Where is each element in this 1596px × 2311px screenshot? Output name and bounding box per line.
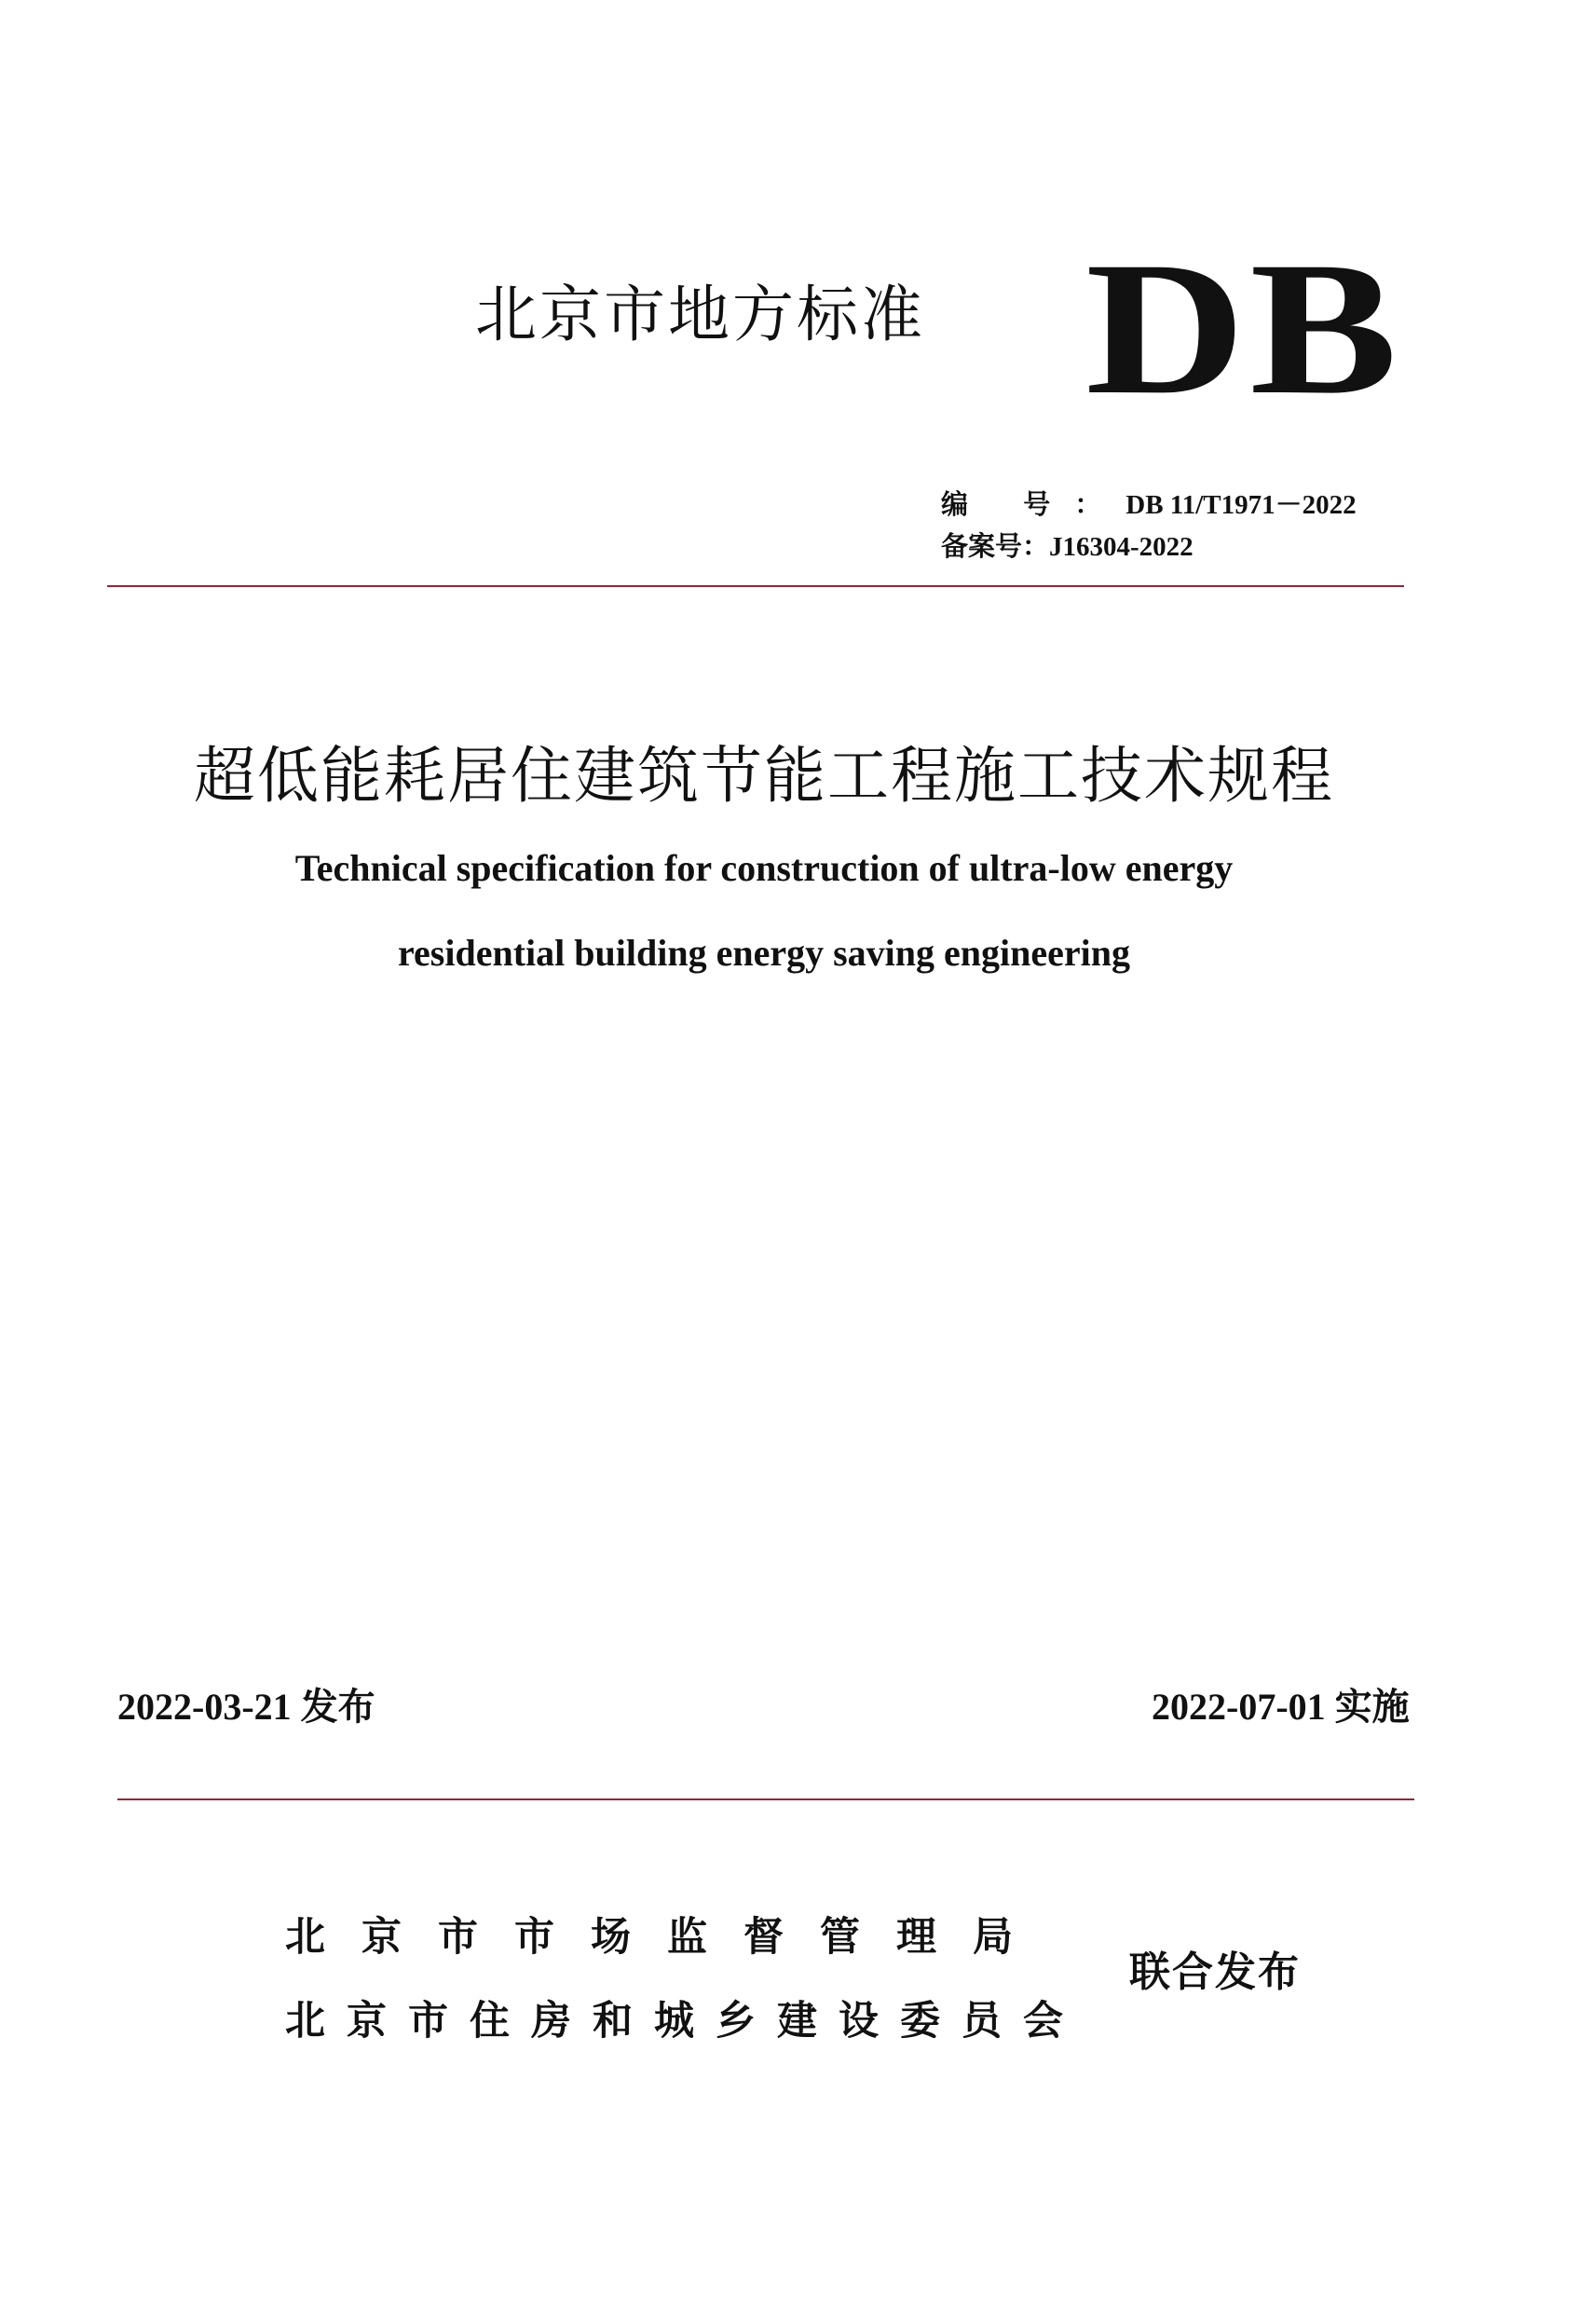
joint-issue-label: 联合发布 [1129, 1949, 1301, 1996]
bottom-divider [117, 1798, 1414, 1800]
standard-number [941, 492, 1357, 519]
document-title-english-line2: residential building energy saving engineering [398, 932, 1130, 974]
standard-number-label: 编 号： [941, 490, 1126, 520]
standard-type-heading: 北京市地方标准 [475, 279, 925, 350]
db-mark: DB [1085, 223, 1402, 434]
implementation-date: 2022-07-01 实施 [1152, 1686, 1410, 1728]
document-title-chinese: 超低能耗居住建筑节能工程施工技术规程 [194, 740, 1334, 812]
document-title-english-line1: Technical specification for construction of ultra-low energy [294, 847, 1234, 889]
top-divider [107, 585, 1404, 587]
issue-date: 2022-03-21 发布 [117, 1686, 375, 1728]
issuer-market-supervision: 北京市市场监督管理局 [285, 1914, 1049, 1961]
record-number [941, 534, 1194, 561]
standard-number-value: DB 11/T1971－2022 [1125, 490, 1357, 520]
record-number-label: 备案号： [941, 532, 1050, 562]
record-number-value: J16304-2022 [1049, 532, 1194, 562]
issuer-housing-construction: 北京市住房和城乡建设委员会 [285, 1998, 1084, 2044]
